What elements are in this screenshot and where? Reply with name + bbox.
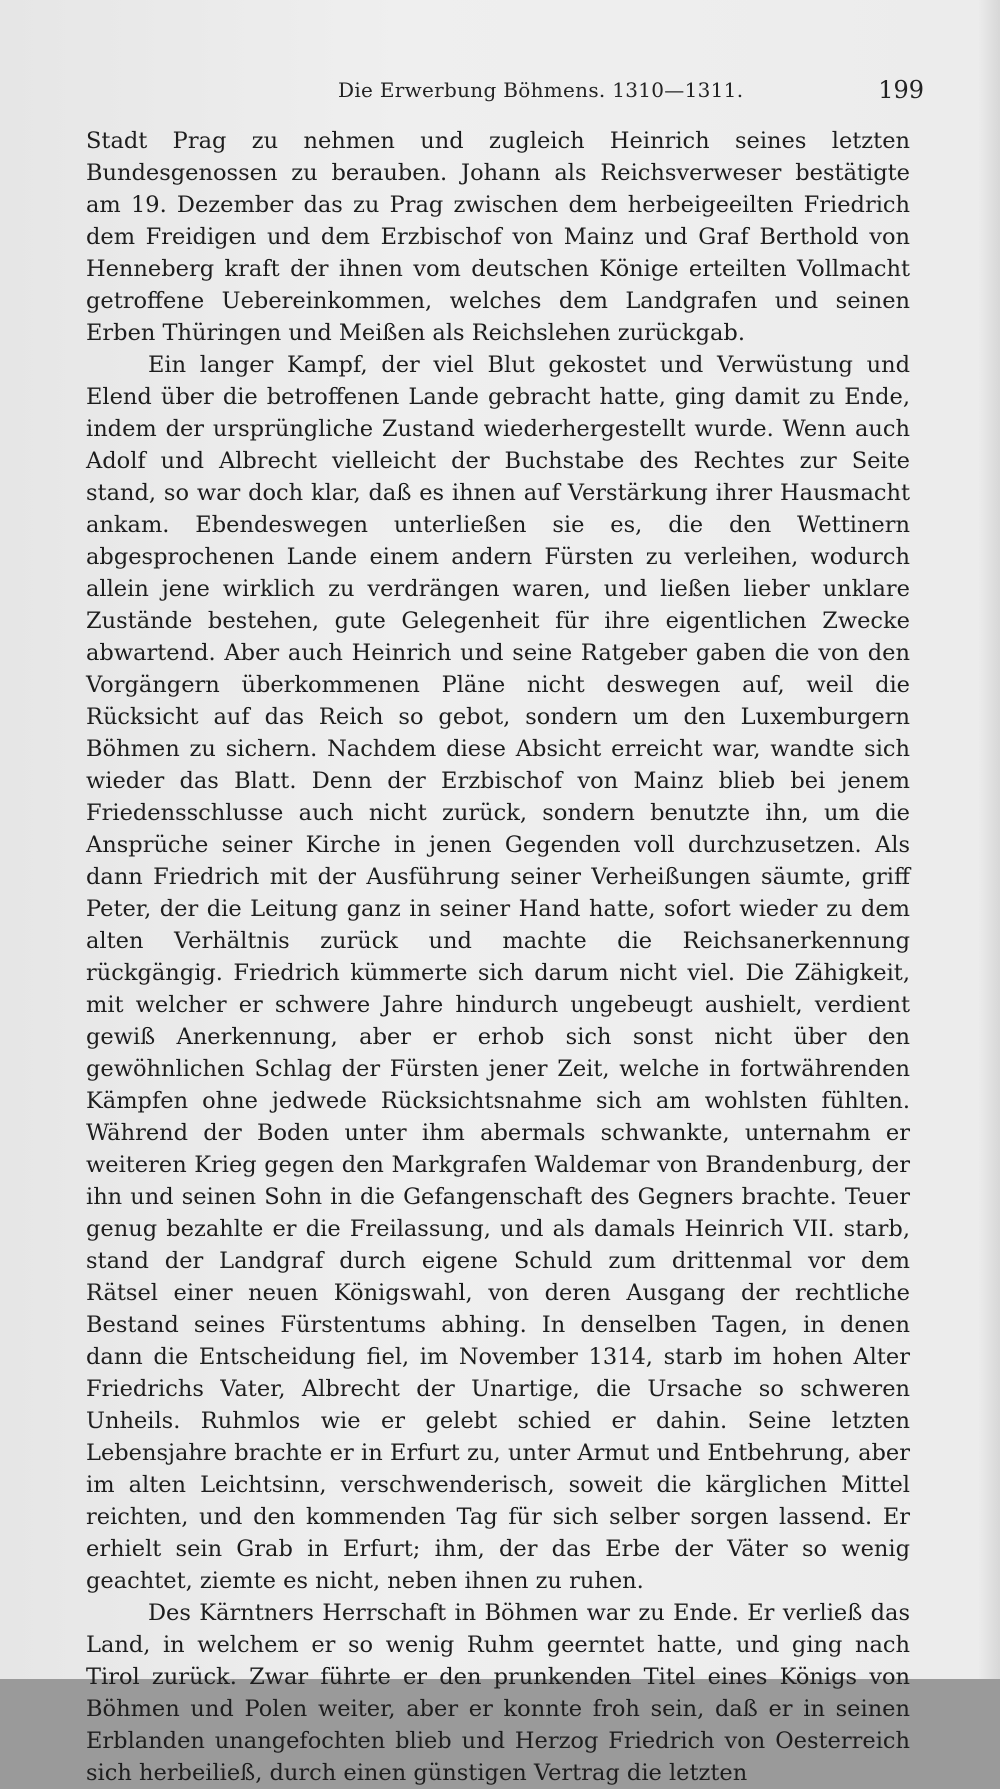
paragraph-2: Ein langer Kampf, der viel Blut gekostet und Verwüstung und Elend über die betroffenen Lande gebracht hatte, ging damit zu Ende, indem der ursprüngliche Zustand wiederhergestellt wurde. Wenn auch Adolf und Albrecht vielleicht der Buchstabe des Rechtes zur Seite stand, so war doch klar, daß es ihnen auf Verstärkung ihrer Hausmacht ankam. Ebendeswegen unterließen sie es, die den Wettinern abgesprochenen Lande einem andern Fürsten zu verleihen, wodurch allein jene wirklich zu verdrängen waren, und ließen lieber unklare Zustände bestehen, gute Gelegenheit für ihre eigentlichen Zwecke abwartend. Aber auch Heinrich und seine Ratgeber gaben die von den Vorgängern überkommenen Pläne nicht deswegen auf, weil die Rücksicht auf das Reich so gebot, sondern um den Luxemburgern Böhmen zu sichern. Nachdem diese Absicht erreicht war, wandte sich wieder das Blatt. Denn der Erzbischof von Mainz blieb bei jenem Friedensschlusse auch nicht zurück, sondern benutzte ihn, um die Ansprüche seiner Kirche in jenen Gegenden voll durchzusetzen. Als dann Friedrich mit der Ausführung seiner Verheißungen säumte, griff Peter, der die Leitung ganz in seiner Hand hatte, sofort wieder zu dem alten Verhältnis zurück und machte die Reichsanerkennung rückgängig. Friedrich kümmerte sich darum nicht viel. Die Zähigkeit, mit welcher er schwere Jahre hindurch ungebeugt aushielt, verdient gewiß Anerkennung, aber er erhob sich sonst nicht über den gewöhnlichen Schlag der Fürsten jener Zeit, welche in fortwährenden Kämpfen ohne jedwede Rücksichtsnahme sich am wohlsten fühlten. Während der Boden unter ihm abermals schwankte, unternahm er weiteren Krieg gegen den Markgrafen Waldemar von Brandenburg, der ihn und seinen Sohn in die Gefangenschaft des Gegners brachte. Teuer genug bezahlte er die Freilassung, und als damals Heinrich VII. starb, stand der Landgraf durch eigene Schuld zum drittenmal vor dem Rätsel einer neuen Königswahl, von deren Ausgang der rechtliche Bestand seines Fürstentums abhing. In denselben Tagen, in denen dann die Entscheidung fiel, im November 1314, starb im hohen Alter Friedrichs Vater, Albrecht der Unartige, die Ursache so schweren Unheils. Ruhmlos wie er gelebt schied er dahin. Seine letzten Lebensjahre brachte er in Erfurt zu, unter Armut und Entbehrung, aber im alten Leichtsinn, verschwenderisch, soweit die kärglichen Mittel reichten, und den kommenden Tag für sich selber sorgen lassend. Er erhielt sein Grab in Erfurt; ihm, der das Erbe der Väter so wenig geachtet, ziemte es nicht, neben ihnen zu ruhen. [86, 352, 910, 1594]
page-number: 199 [878, 76, 924, 104]
paragraph-1: Stadt Prag zu nehmen und zugleich Heinrich seines letzten Bundesgenossen zu berauben. Johann als Reichsverweser bestätigte am 19. Dezember das zu Prag zwischen dem herbeigeeilten Friedrich dem Freidigen und dem Erzbischof von Mainz und Graf Berthold von Henneberg kraft der ihnen vom deutschen Könige erteilten Vollmacht getroffene Uebereinkommen, welches dem Landgrafen und seinen Erben Thüringen und Meißen als Reichslehen zurückgab. [86, 128, 910, 346]
body-text [86, 125, 910, 1789]
running-head [70, 70, 930, 106]
running-title: Die Erwerbung Böhmens. 1310—1311. [338, 78, 744, 102]
paragraph-3: Des Kärntners Herrschaft in Böhmen war zu Ende. Er verließ das Land, in welchem er so wenig Ruhm geerntet hatte, und ging nach Tirol zurück. Zwar führte er den prunkenden Titel eines Königs von Böhmen und Polen weiter, aber er konnte froh sein, daß er in seinen Erblanden unangefochten blieb und Herzog Friedrich von Oesterreich sich herbeiließ, durch einen günstigen Vertrag die letzten [86, 1600, 910, 1786]
